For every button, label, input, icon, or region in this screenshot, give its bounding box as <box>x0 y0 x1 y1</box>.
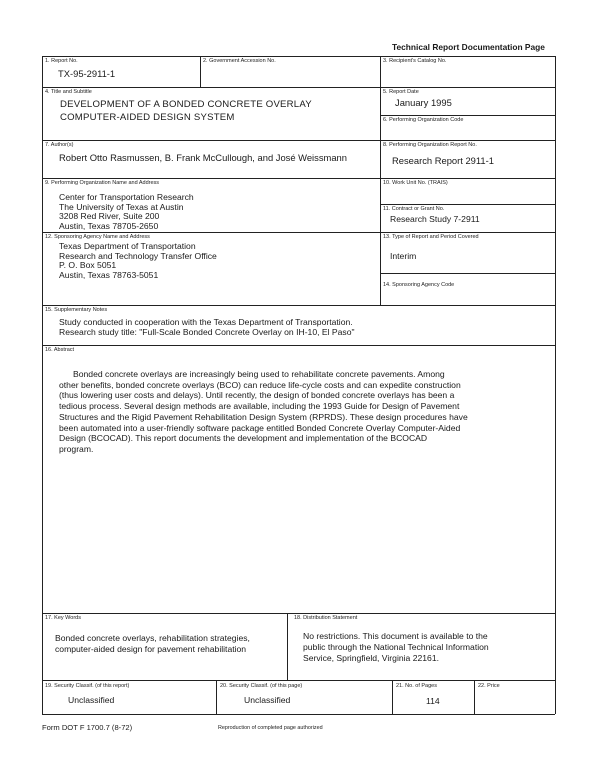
rule <box>392 680 393 714</box>
report-type-label: 13. Type of Report and Period Covered <box>383 234 479 240</box>
notes-line: Research study title: "Full-Scale Bonded Concrete Overlay on IH-10, El Paso" <box>59 326 355 337</box>
title-subtitle-label: 4. Title and Subtitle <box>45 89 92 95</box>
authors-value: Robert Otto Rasmussen, B. Frank McCullough, and José Weissmann <box>59 152 347 163</box>
key-words-label: 17. Key Words <box>45 615 81 621</box>
rule <box>42 613 555 614</box>
abstract-line: (thus lowering user costs and delays). Until recently, the design of bonded concrete overlays has been a <box>59 390 455 401</box>
rule <box>380 115 555 116</box>
rule <box>380 273 555 274</box>
address-line: Texas Department of Transportation <box>59 241 196 251</box>
distribution-label: 18. Distribution Statement <box>294 615 358 621</box>
report-title-line: DEVELOPMENT OF A BONDED CONCRETE OVERLAY <box>60 99 312 110</box>
address-line: Austin, Texas 78763-5051 <box>59 269 159 280</box>
distribution-text <box>303 631 489 664</box>
performing-org-report-value: Research Report 2911-1 <box>392 155 494 166</box>
notes-line: Study conducted in cooperation with the Texas Department of Transportation. <box>59 317 353 327</box>
rule <box>216 680 217 714</box>
address-line: Research and Technology Transfer Office <box>59 250 217 261</box>
abstract-line: tedious process. Several design methods are available, including the 1993 Guide for Design of Pavement <box>59 401 460 412</box>
form-id: Form DOT F 1700.7 (8-72) <box>42 723 133 732</box>
sponsoring-agency-label: 12. Sponsoring Agency Name and Address <box>45 234 150 240</box>
num-pages-label: 21. No. of Pages <box>396 683 437 689</box>
report-no-label: 1. Report No. <box>45 58 78 64</box>
rule <box>380 56 381 305</box>
supplementary-notes-text <box>59 318 355 337</box>
performing-org-address <box>59 193 194 231</box>
security-report-value: Unclassified <box>68 695 115 705</box>
sponsoring-agency-code-label: 14. Sponsoring Agency Code <box>383 282 455 288</box>
abstract-line: been automated into a user-friendly software package entitled Bonded Concrete Overlay Computer-Aided <box>59 422 461 433</box>
report-date-label: 5. Report Date <box>383 89 419 95</box>
address-line: Austin, Texas 78705-2650 <box>59 220 159 231</box>
rule <box>42 178 555 179</box>
distribution-line: No restrictions. This document is available to the <box>303 631 488 641</box>
key-words-text <box>55 633 250 655</box>
price-label: 22. Price <box>478 683 500 689</box>
report-date-value: January 1995 <box>395 97 452 108</box>
rule <box>42 140 555 141</box>
abstract-line: other benefits, bonded concrete overlays (BCO) can reduce life-cycle costs and can expedite construction <box>59 379 461 390</box>
rule <box>555 56 556 714</box>
abstract-line: program. <box>59 443 94 454</box>
key-words-line: computer-aided design for pavement rehabilitation <box>55 644 247 654</box>
distribution-line: public through the National Technical Information <box>303 642 489 652</box>
gov-accession-label: 2. Government Accession No. <box>203 58 276 64</box>
rule <box>42 305 555 306</box>
address-line: 3208 Red River, Suite 200 <box>59 211 160 222</box>
security-report-label: 19. Security Classif. (of this report) <box>45 683 130 689</box>
report-no-value: TX-95-2911-1 <box>58 68 116 79</box>
abstract-line: Structures and the Rigid Pavement Rehabilitation Design System (RPRDS). These design procedures have <box>59 411 468 422</box>
contract-grant-value: Research Study 7-2911 <box>390 214 480 224</box>
rule <box>42 345 555 346</box>
form-header-title: Technical Report Documentation Page <box>392 42 545 52</box>
rule <box>42 56 43 714</box>
rule <box>474 680 475 714</box>
abstract-label: 16. Abstract <box>45 347 75 353</box>
rule <box>42 56 555 57</box>
security-page-label: 20. Security Classif. (of this page) <box>220 683 303 689</box>
recipient-catalog-label: 3. Recipient's Catalog No. <box>383 58 447 64</box>
num-pages-value: 114 <box>426 696 440 706</box>
sponsoring-agency-address <box>59 242 217 280</box>
rule <box>42 87 555 88</box>
report-title <box>60 99 312 124</box>
report-title-line: COMPUTER-AIDED DESIGN SYSTEM <box>60 111 235 123</box>
distribution-line: Service, Springfield, Virginia 22161. <box>303 653 439 663</box>
contract-grant-label: 11. Contract or Grant No. <box>383 206 445 212</box>
supplementary-notes-label: 15. Supplementary Notes <box>45 307 108 313</box>
abstract-line: Bonded concrete overlays are increasingly being used to rehabilitate concrete pavements. Among <box>73 369 445 379</box>
key-words-line: Bonded concrete overlays, rehabilitation strategies, <box>55 633 250 643</box>
address-line: The University of Texas at Austin <box>59 201 184 212</box>
abstract-text <box>59 369 547 455</box>
performing-org-report-label: 8. Performing Organization Report No. <box>383 142 477 148</box>
abstract-line: Design (BCOCAD). This report documents the development and implementation of the BCOCAD <box>59 433 428 444</box>
work-unit-label: 10. Work Unit No. (TRAIS) <box>383 180 448 186</box>
rule <box>200 56 201 87</box>
performing-org-code-label: 6. Performing Organization Code <box>383 117 464 123</box>
address-line: P. O. Box 5051 <box>59 260 117 271</box>
reproduction-notice: Reproduction of completed page authorized <box>218 725 323 731</box>
rule <box>380 204 555 205</box>
rule <box>42 232 555 233</box>
rule <box>287 613 288 680</box>
performing-org-name-label: 9. Performing Organization Name and Address <box>45 180 160 186</box>
authors-label: 7. Author(s) <box>45 142 74 148</box>
address-line: Center for Transportation Research <box>59 192 194 202</box>
rule <box>42 714 555 715</box>
rule <box>42 680 555 681</box>
security-page-value: Unclassified <box>244 695 291 705</box>
report-type-value: Interim <box>390 251 417 261</box>
